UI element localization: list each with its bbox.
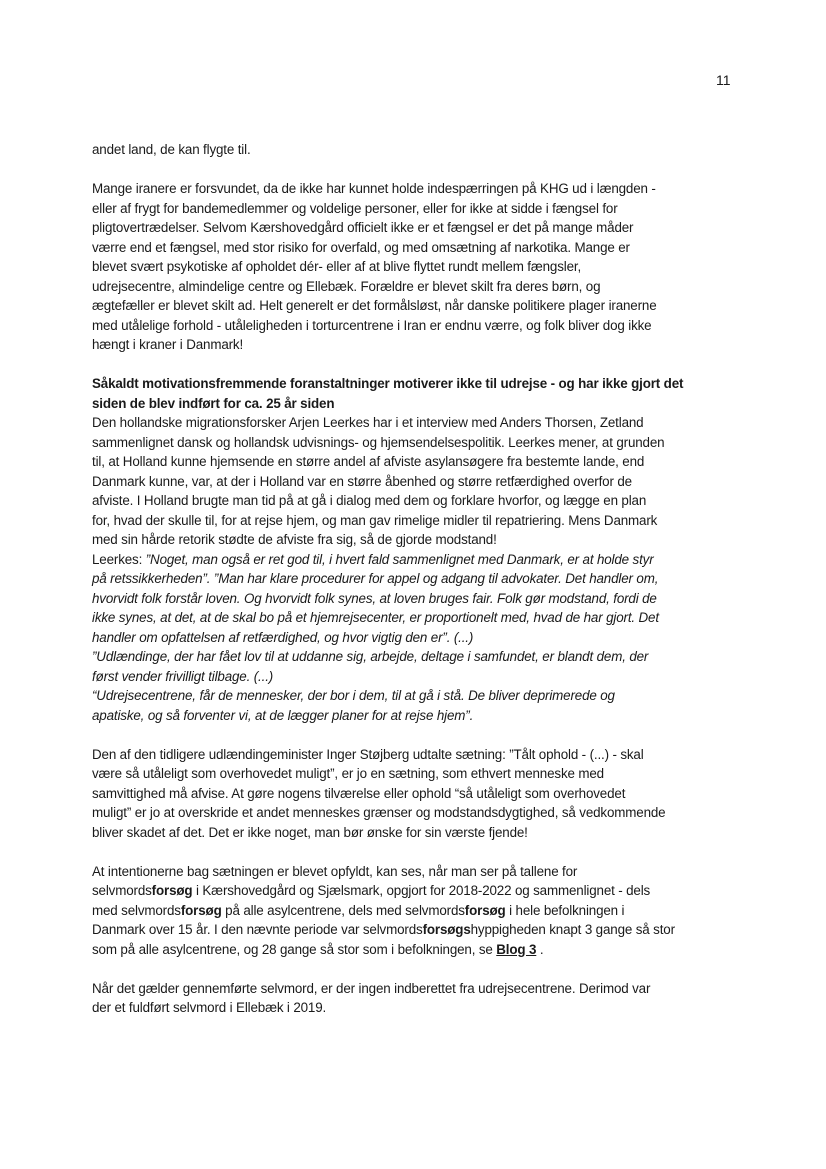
text: Den af den tidligere udlændingeminister Inger Støjberg udtalte sætning: ”Tålt ophold - (...) - skal [92, 746, 644, 762]
text-line [92, 550, 752, 570]
text-line [92, 784, 752, 804]
text: med sin hårde retorik stødte de afviste fra sig, så de gjorde modstand! [92, 532, 497, 547]
bold-text: forsøg [151, 883, 193, 898]
text: i Kærshovedgård og Sjælsmark, opgjort for 2018-2022 og sammenlignet - dels [192, 883, 651, 898]
text-line [92, 647, 752, 667]
text: muligt” er jo at overskride et andet menneskes grænser og modstandsdygtighed, så vedkommende [92, 805, 666, 820]
text-line [92, 920, 752, 940]
text: hyppigheden knapt 3 gange så stor [470, 922, 675, 937]
text: At intentionerne bag sætningen er blevet opfyldt, kan ses, når man ser på tallene for [92, 863, 578, 879]
text-line [92, 589, 752, 609]
text: bliver skadet af det. Det er ikke noget, man bør ønske for sin værste fjende! [92, 824, 528, 840]
text: hængt i kraner i Danmark! [92, 337, 244, 352]
text-line [92, 862, 752, 882]
text-line [92, 394, 752, 414]
text: samvittighed må afvise. At gøre nogens tilværelse eller ophold “så utåleligt som overhovedet [92, 785, 626, 801]
text: pligtovertrædelser. Selvom Kærshovedgård officielt ikke er et fængsel er det på mange måder [92, 220, 634, 235]
text-line [92, 433, 752, 453]
bold-text: forsøg [180, 902, 222, 918]
text-line [92, 452, 752, 472]
text-line [92, 472, 752, 492]
text: Når det gælder gennemførte selvmord, er der ingen indberettet fra udrejsecentrene. Derimod var [92, 980, 651, 996]
quote-text: hvorvidt folk forstår loven. Og hvorvidt folk synes, at loven bruges fair. Folk gør modstand, fordi de [92, 590, 657, 606]
quote-text: apatiske, og så forventer vi, at de lægger planer for at rejse hjem”. [92, 707, 474, 723]
text: værre end et fængsel, med stor risiko for overfald, og med omsætning af narkotika. Mange er [92, 239, 630, 255]
text: med selvmords [92, 902, 181, 918]
text: Mange iranere er forsvundet, da de ikke har kunnet holde indespærringen på KHG ud i længden - [92, 181, 656, 196]
text: Leerkes: [92, 551, 146, 567]
text-line [92, 257, 752, 277]
text-line [92, 803, 752, 823]
text-line [92, 179, 752, 199]
text-line [92, 374, 752, 394]
text-line [92, 628, 752, 648]
text-line [92, 686, 752, 706]
text-line [92, 511, 752, 531]
quote-text: først vender frivilligt tilbage. (...) [92, 668, 274, 684]
quote-text: ”Udlændinge, der har fået lov til at uddanne sig, arbejde, deltage i samfundet, er blandt dem, der [92, 649, 649, 664]
text: på alle asylcentrene, dels med selvmords [221, 902, 465, 918]
bold-text: forsøgs [422, 922, 471, 937]
text-line [92, 316, 752, 336]
text: blevet svært psykotiske af opholdet dér- eller af at blive flyttet rundt mellem fængsler, [92, 259, 582, 274]
text-line [92, 667, 752, 687]
text: der et fuldført selvmord i Ellebæk i 2019. [92, 1000, 327, 1015]
text-line [92, 979, 752, 999]
text: til, at Holland kunne hjemsende en større andel af afviste asylansøgere fra bestemte lande, end [92, 454, 645, 469]
text-line [92, 491, 752, 511]
quote-text: ikke synes, at det, at de skal bo på et hjemrejsecenter, er proportionelt med, hvad de har gjort. Det [92, 610, 659, 625]
quote-text: ”Noget, man også er ret god til, i hvert fald sammenlignet med Danmark, er at holde styr [145, 551, 654, 567]
bold-text: Såkaldt motivationsfremmende foranstaltninger motiverer ikke til udrejse - og har ikke gjort det [92, 376, 684, 391]
text-line [92, 764, 752, 784]
text-line [92, 277, 752, 297]
text-line [92, 881, 752, 901]
paragraph-iranians [92, 179, 752, 355]
text: i hele befolkningen i [505, 902, 625, 918]
paragraph-suicide-attempts [92, 862, 752, 960]
quote-text: handler om opfattelsen af retfærdighed, og hvor vigtig den er”. (...) [92, 629, 474, 645]
text: være så utåleligt som overhovedet muligt”, er jo en sætning, som ethvert menneske med [92, 766, 604, 781]
bold-text: forsøg [464, 902, 506, 918]
text: Danmark kunne, var, at der i Holland var en større åbenhed og større retfærdighed overfor de [92, 473, 632, 489]
text-line [92, 998, 752, 1018]
document-body [92, 140, 752, 1037]
paragraph-intro-continued [92, 140, 752, 160]
text: sammenlignet dansk og hollandsk udvisnings- og hjemsendelsespolitik. Leerkes mener, at grunden [92, 434, 665, 450]
text: andet land, de kan flygte til. [92, 142, 251, 157]
text-line [92, 199, 752, 219]
paragraph-leerkes-section [92, 374, 752, 725]
text-line [92, 901, 752, 921]
bold-text: siden de blev indført for ca. 25 år siden [92, 395, 335, 411]
text: selvmords [92, 883, 152, 898]
text-line [92, 530, 752, 550]
text-line [92, 140, 752, 160]
text: som på alle asylcentrene, og 28 gange så stor som i befolkningen, se [92, 941, 497, 957]
text-line [92, 238, 752, 258]
quote-text: “Udrejsecentrene, får de mennesker, der bor i dem, til at gå i stå. De bliver deprimerede og [92, 688, 615, 703]
text-line [92, 706, 752, 726]
text: udrejsecentre, almindelige centre og Ellebæk. Forældre er blevet skilt fra deres børn, og [92, 278, 601, 294]
text-line [92, 413, 752, 433]
text: eller af frygt for bandemedlemmer og voldelige personer, eller for ikke at sidde i fængsel for [92, 200, 618, 216]
paragraph-stojberg [92, 745, 752, 843]
text-line [92, 569, 752, 589]
page-number: 11 [716, 72, 731, 88]
text-line [92, 218, 752, 238]
paragraph-completed-suicides [92, 979, 752, 1018]
text: Den hollandske migrationsforsker Arjen Leerkes har i et interview med Anders Thorsen, Zetland [92, 415, 644, 430]
text-line [92, 823, 752, 843]
text: . [536, 941, 544, 957]
blog-3-link[interactable]: Blog 3 [496, 941, 537, 957]
text: med utålelige forhold - utåleligheden i torturcentrene i Iran er endnu værre, og folk bliver dog ikke [92, 317, 652, 333]
text: ægtefæller er blevet skilt ad. Helt generelt er det formålsløst, når danske politikere plager iranerne [92, 298, 657, 313]
text-line [92, 296, 752, 316]
text: Danmark over 15 år. I den nævnte periode var selvmords [92, 922, 423, 937]
text: afviste. I Holland brugte man tid på at gå i dialog med dem og forklare hvorfor, og lægge en plan [92, 493, 647, 508]
text-line [92, 335, 752, 355]
text-line [92, 940, 752, 960]
text-line [92, 608, 752, 628]
text: for, hvad der skulle til, for at rejse hjem, og man gav rimelige midler til repatriering. Mens Danmark [92, 512, 658, 528]
text-line [92, 745, 752, 765]
quote-text: på retssikkerheden”. ”Man har klare procedurer for appel og adgang til advokater. Det handler om, [92, 571, 659, 586]
